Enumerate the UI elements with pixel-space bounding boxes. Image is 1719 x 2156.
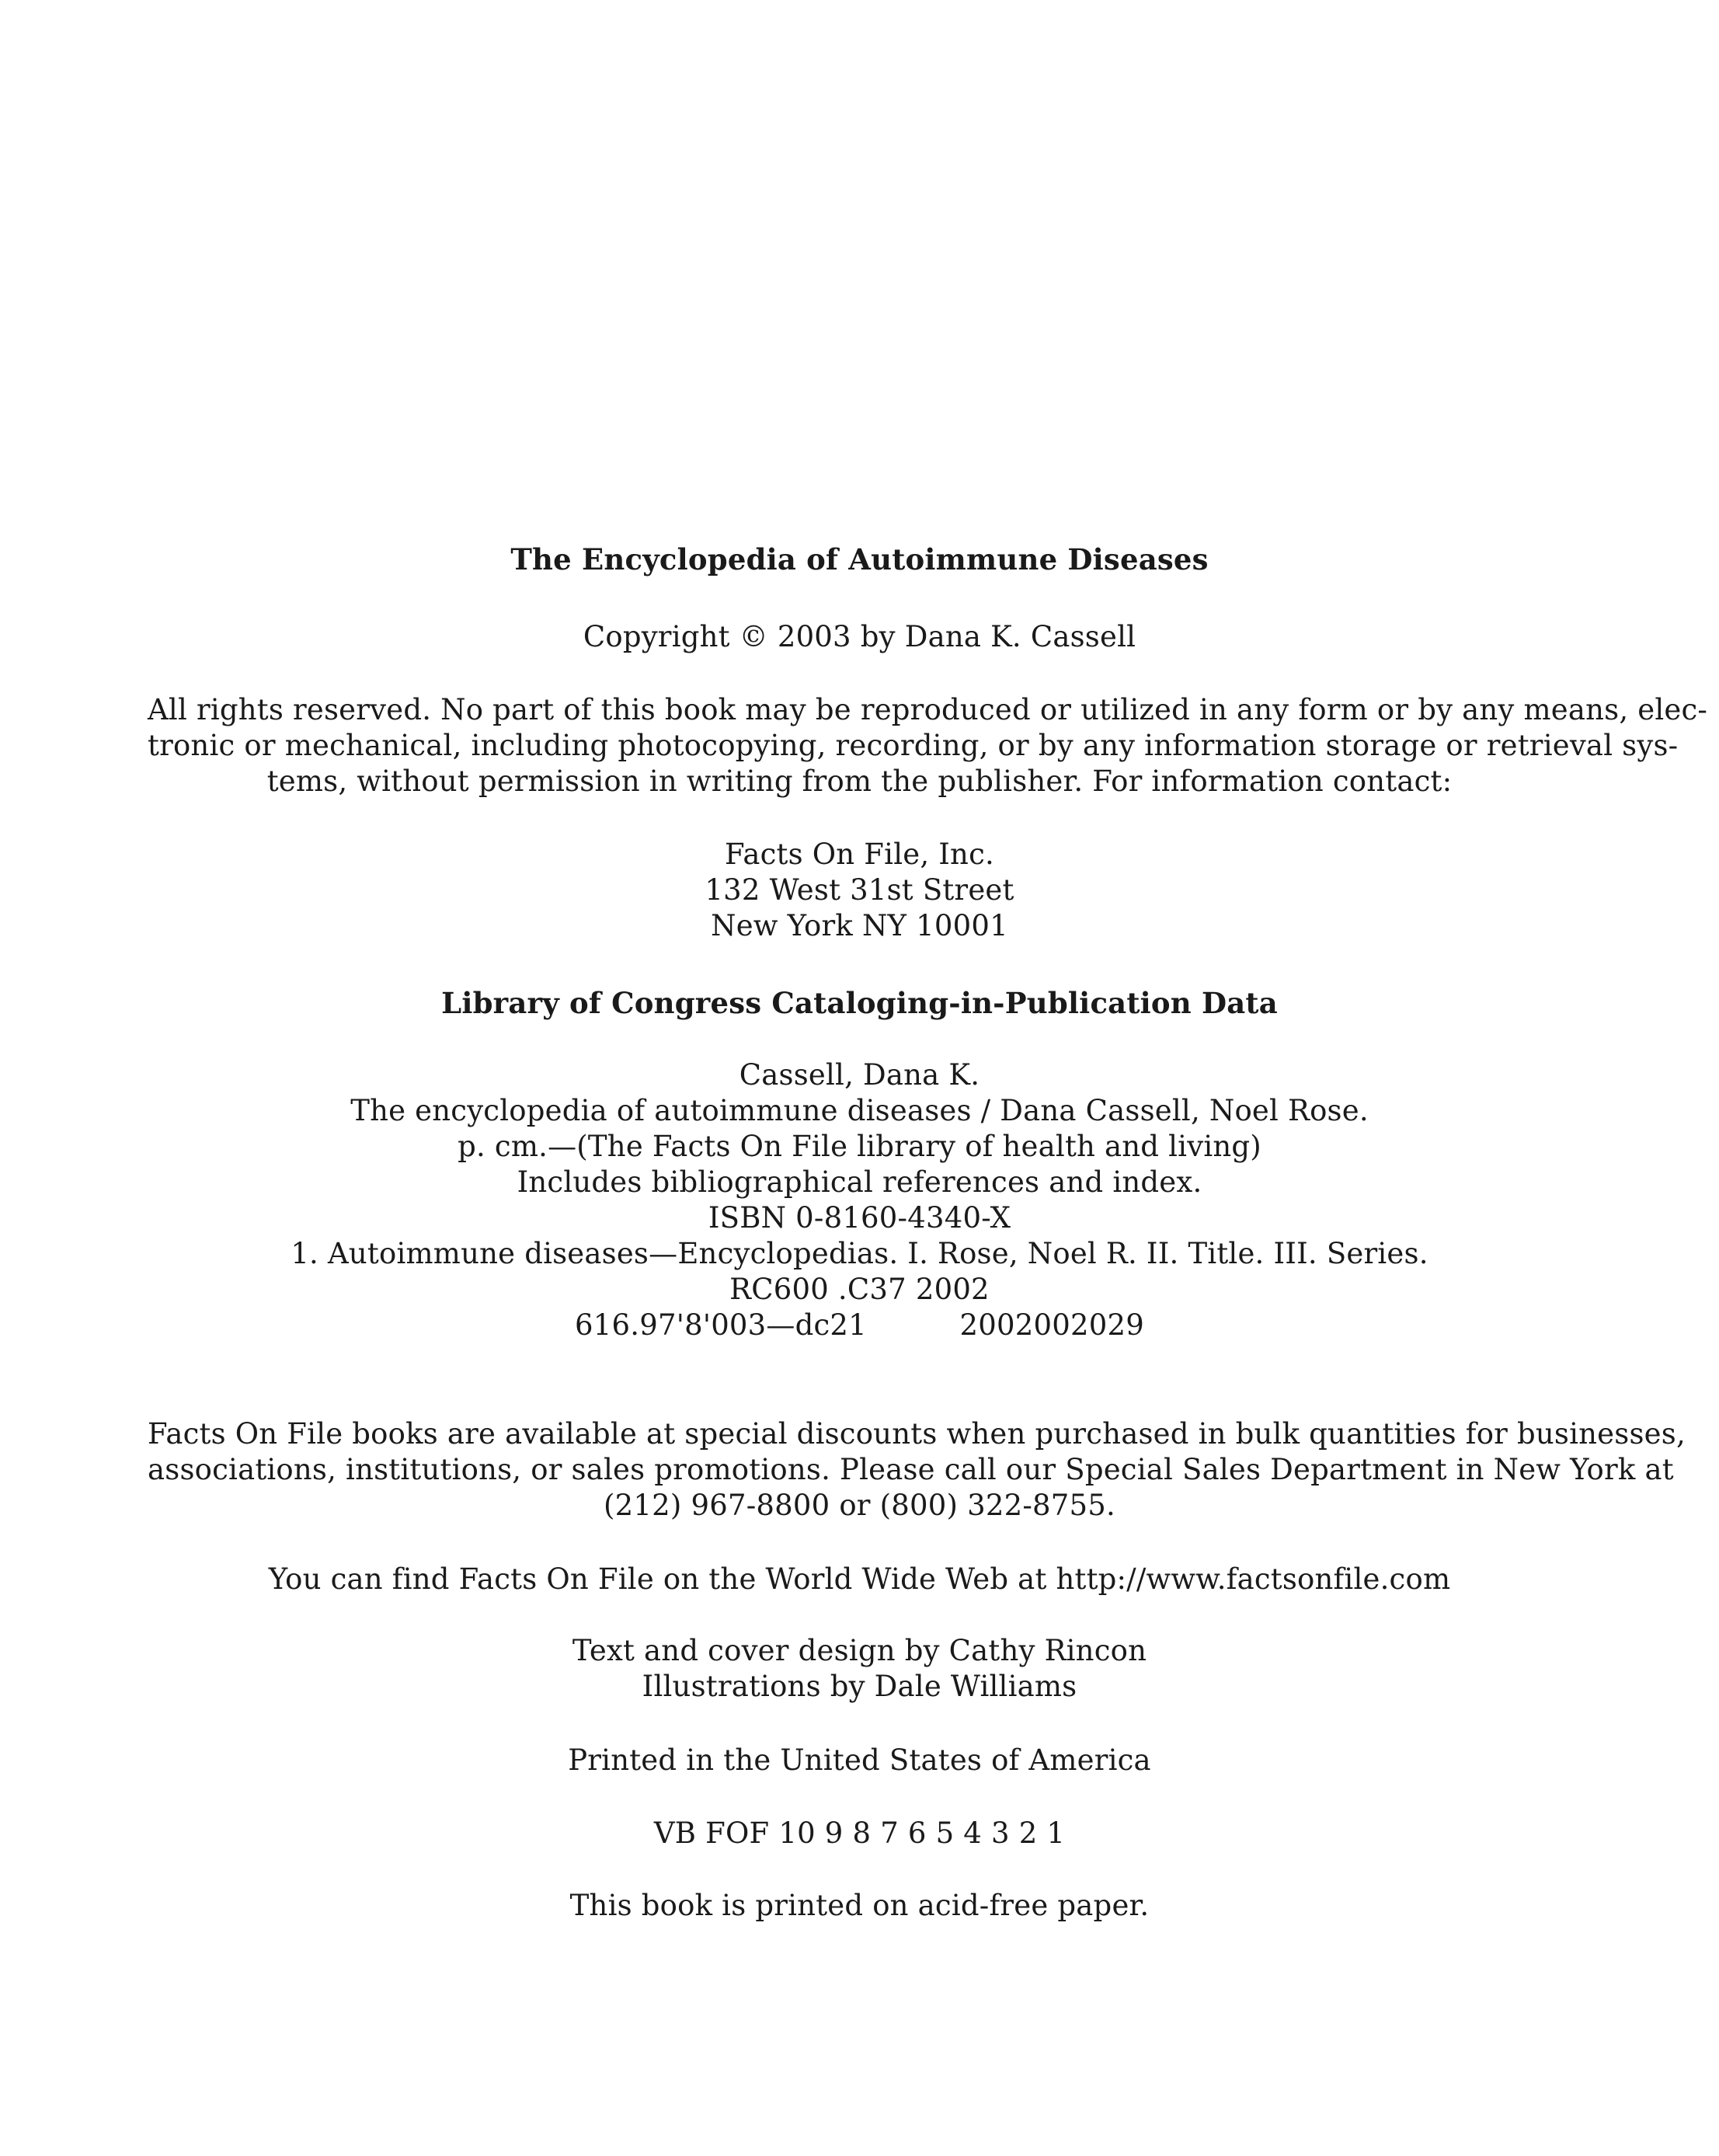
- publisher-street: 132 West 31st Street: [705, 873, 1014, 907]
- cip-line: Cassell, Dana K.: [739, 1058, 980, 1092]
- rights-line: tronic or mechanical, including photocopying, recording, or by any information storage or retrieval sys-: [148, 729, 1679, 762]
- credits: [148, 1633, 1571, 1705]
- printed-text: Printed in the United States of America: [568, 1743, 1151, 1777]
- cip-heading-text: Library of Congress Cataloging-in-Publication Data: [441, 986, 1278, 1020]
- sales-line: Facts On File books are available at special discounts when purchased in bulk quantities for businesses,: [148, 1417, 1686, 1451]
- publisher-city: New York NY 10001: [711, 909, 1008, 942]
- printing-line-text: VB FOF 10 9 8 7 6 5 4 3 2 1: [653, 1816, 1066, 1850]
- cip-line: RC600 .C37 2002: [729, 1273, 990, 1306]
- cip-data: [148, 1057, 1571, 1343]
- web-notice: [148, 1562, 1571, 1597]
- publisher-name: Facts On File, Inc.: [725, 838, 994, 871]
- sales-line: associations, institutions, or sales promotions. Please call our Special Sales Department in New York at: [148, 1453, 1674, 1486]
- printing-line: [148, 1816, 1571, 1851]
- copyright-text: Copyright © 2003 by Dana K. Cassell: [583, 620, 1136, 653]
- cip-heading: [148, 985, 1571, 1021]
- book-title-text: The Encyclopedia of Autoimmune Diseases: [510, 542, 1209, 576]
- credit-line: Illustrations by Dale Williams: [642, 1670, 1077, 1703]
- credit-line: Text and cover design by Cathy Rincon: [572, 1634, 1147, 1667]
- paper-notice: [148, 1888, 1571, 1924]
- copyright-notice: [148, 619, 1571, 655]
- web-text: You can find Facts On File on the World Wide Web at http://www.factsonfile.com: [268, 1562, 1451, 1596]
- book-title: [148, 542, 1571, 577]
- cip-classification: 616.97'8'003—dc21: [575, 1308, 867, 1342]
- sales-line: (212) 967-8800 or (800) 322-8755.: [604, 1489, 1115, 1522]
- cip-line: Includes bibliographical references and index.: [517, 1165, 1202, 1199]
- publisher-address: [148, 837, 1571, 944]
- printed-notice: [148, 1743, 1571, 1778]
- cip-line: 1. Autoimmune diseases—Encyclopedias. I. Rose, Noel R. II. Title. III. Series.: [291, 1237, 1428, 1270]
- rights-line: All rights reserved. No part of this book may be reproduced or utilized in any form or by any means, elec-: [148, 693, 1708, 726]
- paper-text: This book is printed on acid-free paper.: [569, 1889, 1150, 1922]
- cip-line: ISBN 0-8160-4340-X: [708, 1201, 1011, 1235]
- cip-line: The encyclopedia of autoimmune diseases / Dana Cassell, Noel Rose.: [350, 1094, 1369, 1127]
- cip-lccn: 2002002029: [959, 1308, 1144, 1342]
- cip-classification-row: [148, 1308, 1571, 1343]
- cip-line: p. cm.—(The Facts On File library of health and living): [458, 1130, 1261, 1163]
- sales-paragraph: [148, 1416, 1686, 1524]
- rights-line: tems, without permission in writing from the publisher. For information contact:: [266, 765, 1453, 798]
- rights-paragraph: [148, 692, 1708, 799]
